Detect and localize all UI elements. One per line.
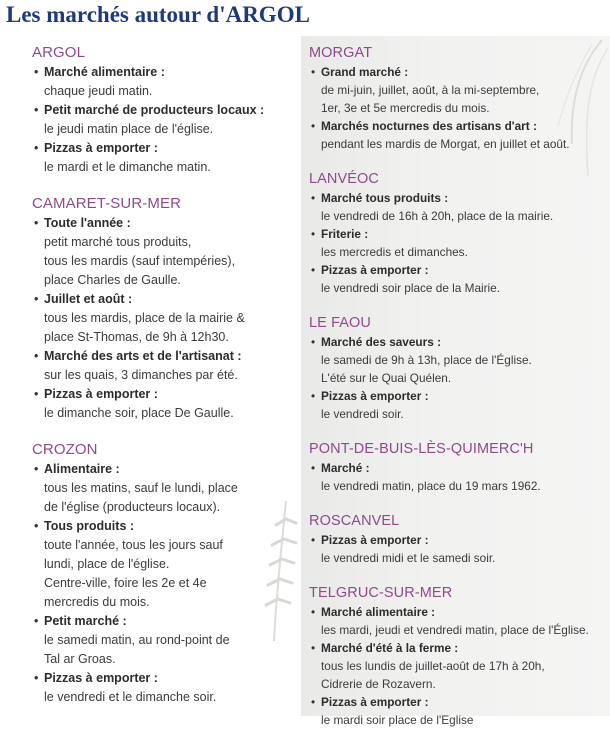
market-item bbox=[32, 347, 294, 385]
bullet-icon: • bbox=[34, 671, 39, 685]
market-description: de mi-juin, juillet, août, à la mi-septembre, 1er, 3e et 5e mercredis du mois. bbox=[321, 83, 540, 115]
market-item bbox=[309, 531, 609, 567]
market-label: Juillet et août : bbox=[44, 292, 133, 306]
town-section-morgat bbox=[309, 44, 609, 153]
town-section-pont-de-buis bbox=[309, 440, 609, 495]
market-description: le vendredi soir. bbox=[321, 407, 404, 421]
town-name: CROZON bbox=[32, 441, 98, 458]
market-item bbox=[309, 333, 609, 387]
market-description: sur les quais, 3 dimanches par été. bbox=[44, 368, 238, 382]
market-description: le vendredi soir place de la Mairie. bbox=[321, 281, 501, 295]
market-item bbox=[32, 669, 294, 707]
market-label: Marché alimentaire : bbox=[321, 605, 436, 619]
bullet-icon: • bbox=[34, 292, 39, 306]
market-item bbox=[309, 387, 609, 423]
market-label: Pizzas à emporter : bbox=[44, 387, 158, 401]
market-item bbox=[32, 63, 294, 101]
market-label: Alimentaire : bbox=[44, 462, 120, 476]
bullet-icon: • bbox=[34, 103, 39, 117]
markets-flyer bbox=[22, 36, 610, 727]
market-item bbox=[32, 290, 294, 347]
town-section-lanveoc bbox=[309, 170, 609, 297]
market-label: Grand marché : bbox=[321, 65, 409, 79]
market-description: le jeudi matin place de l'église. bbox=[44, 122, 214, 136]
market-description: les mardi, jeudi et vendredi matin, place de l'Église. bbox=[321, 623, 589, 637]
market-description: le mardi et le dimanche matin. bbox=[44, 160, 211, 174]
market-description: le samedi matin, au rond-point de Tal ar Groas. bbox=[44, 633, 230, 666]
market-item bbox=[309, 693, 609, 729]
market-item bbox=[309, 459, 609, 495]
market-label: Pizzas à emporter : bbox=[321, 695, 429, 709]
bullet-icon: • bbox=[311, 641, 316, 655]
market-label: Friterie : bbox=[321, 227, 369, 241]
bullet-icon: • bbox=[34, 462, 39, 476]
town-section-telgruc-sur-mer bbox=[309, 584, 609, 729]
bullet-icon: • bbox=[311, 389, 316, 403]
market-label: Pizzas à emporter : bbox=[321, 389, 429, 403]
market-item bbox=[32, 214, 294, 290]
market-description: le vendredi de 16h à 20h, place de la mairie. bbox=[321, 209, 554, 223]
market-description: le vendredi et le dimanche soir. bbox=[44, 690, 217, 704]
market-description: le samedi de 9h à 13h, place de l'Église. L'été sur le Quai Quélen. bbox=[321, 353, 532, 385]
market-label: Toute l'année : bbox=[44, 216, 131, 230]
town-name: ARGOL bbox=[32, 44, 86, 61]
town-section-argol bbox=[32, 44, 294, 177]
market-label: Pizzas à emporter : bbox=[321, 533, 429, 547]
market-description: tous les mardis, place de la mairie & place St-Thomas, de 9h à 12h30. bbox=[44, 311, 245, 344]
market-label: Petit marché de producteurs locaux : bbox=[44, 103, 265, 117]
market-label: Pizzas à emporter : bbox=[44, 671, 158, 685]
bullet-icon: • bbox=[311, 65, 316, 79]
bullet-icon: • bbox=[34, 349, 39, 363]
market-item bbox=[309, 225, 609, 261]
market-label: Marchés nocturnes des artisans d'art : bbox=[321, 119, 537, 133]
market-label: Marché alimentaire : bbox=[44, 65, 165, 79]
market-item bbox=[32, 101, 294, 139]
bullet-icon: • bbox=[34, 519, 39, 533]
market-label: Pizzas à emporter : bbox=[321, 263, 429, 277]
town-section-crozon bbox=[32, 441, 294, 707]
market-description: pendant les mardis de Morgat, en juillet et août. bbox=[321, 137, 570, 151]
market-item bbox=[309, 189, 609, 225]
market-label: Marché d'été à la ferme : bbox=[321, 641, 459, 655]
market-item bbox=[309, 639, 609, 693]
left-column bbox=[32, 44, 294, 725]
market-item bbox=[32, 385, 294, 423]
market-description: petit marché tous produits, tous les mardis (sauf intempéries), place Charles de Gaulle. bbox=[44, 235, 236, 287]
market-item bbox=[309, 261, 609, 297]
town-name: LE FAOU bbox=[309, 315, 371, 331]
market-description: le dimanche soir, place De Gaulle. bbox=[44, 406, 234, 420]
town-section-roscanvel bbox=[309, 512, 609, 567]
market-description: tous les matins, sauf le lundi, place de l'église (producteurs locaux). bbox=[44, 481, 238, 514]
bullet-icon: • bbox=[34, 387, 39, 401]
market-description: tous les lundis de juillet-août de 17h à 20h, Cidrerie de Rozavern. bbox=[321, 659, 545, 691]
market-item bbox=[309, 117, 609, 153]
town-name: CAMARET-SUR-MER bbox=[32, 195, 182, 212]
town-section-camaret-sur-mer bbox=[32, 195, 294, 423]
bullet-icon: • bbox=[34, 216, 39, 230]
market-description: le vendredi matin, place du 19 mars 1962. bbox=[321, 479, 541, 493]
page-title: Les marchés autour d'ARGOL bbox=[6, 2, 310, 27]
bullet-icon: • bbox=[311, 263, 316, 277]
market-label: Marché : bbox=[321, 461, 370, 475]
bullet-icon: • bbox=[311, 227, 316, 241]
market-label: Marché des arts et de l'artisanat : bbox=[44, 349, 242, 363]
town-section-le-faou bbox=[309, 314, 609, 423]
right-column bbox=[309, 44, 609, 746]
market-item bbox=[309, 603, 609, 639]
market-description: le vendredi midi et le samedi soir. bbox=[321, 551, 496, 565]
town-name: MORGAT bbox=[309, 45, 373, 61]
bullet-icon: • bbox=[311, 335, 316, 349]
bullet-icon: • bbox=[311, 119, 316, 133]
market-item bbox=[32, 460, 294, 517]
market-item bbox=[309, 63, 609, 117]
bullet-icon: • bbox=[311, 191, 316, 205]
town-name: ROSCANVEL bbox=[309, 513, 400, 529]
market-label: Tous produits : bbox=[44, 519, 135, 533]
bullet-icon: • bbox=[34, 65, 39, 79]
market-description: le mardi soir place de l'Eglise bbox=[321, 713, 474, 727]
town-name: PONT-DE-BUIS-LÈS-QUIMERC'H bbox=[309, 441, 534, 457]
market-label: Marché des saveurs : bbox=[321, 335, 441, 349]
bullet-icon: • bbox=[34, 614, 39, 628]
market-label: Pizzas à emporter : bbox=[44, 141, 158, 155]
market-item bbox=[32, 139, 294, 177]
town-name: LANVÉOC bbox=[309, 171, 379, 187]
town-name: TELGRUC-SUR-MER bbox=[309, 585, 453, 601]
bullet-icon: • bbox=[311, 605, 316, 619]
bullet-icon: • bbox=[311, 533, 316, 547]
bullet-icon: • bbox=[34, 141, 39, 155]
market-label: Marché tous produits : bbox=[321, 191, 449, 205]
market-label: Petit marché : bbox=[44, 614, 127, 628]
bullet-icon: • bbox=[311, 461, 316, 475]
bullet-icon: • bbox=[311, 695, 316, 709]
market-item bbox=[32, 517, 294, 612]
market-description: chaque jeudi matin. bbox=[44, 84, 153, 98]
market-item bbox=[32, 612, 294, 669]
market-description: toute l'année, tous les jours sauf lundi, place de l'église. Centre-ville, foire les 2e et 4e mercredis du mois. bbox=[44, 538, 223, 609]
market-description: les mercredis et dimanches. bbox=[321, 245, 468, 259]
